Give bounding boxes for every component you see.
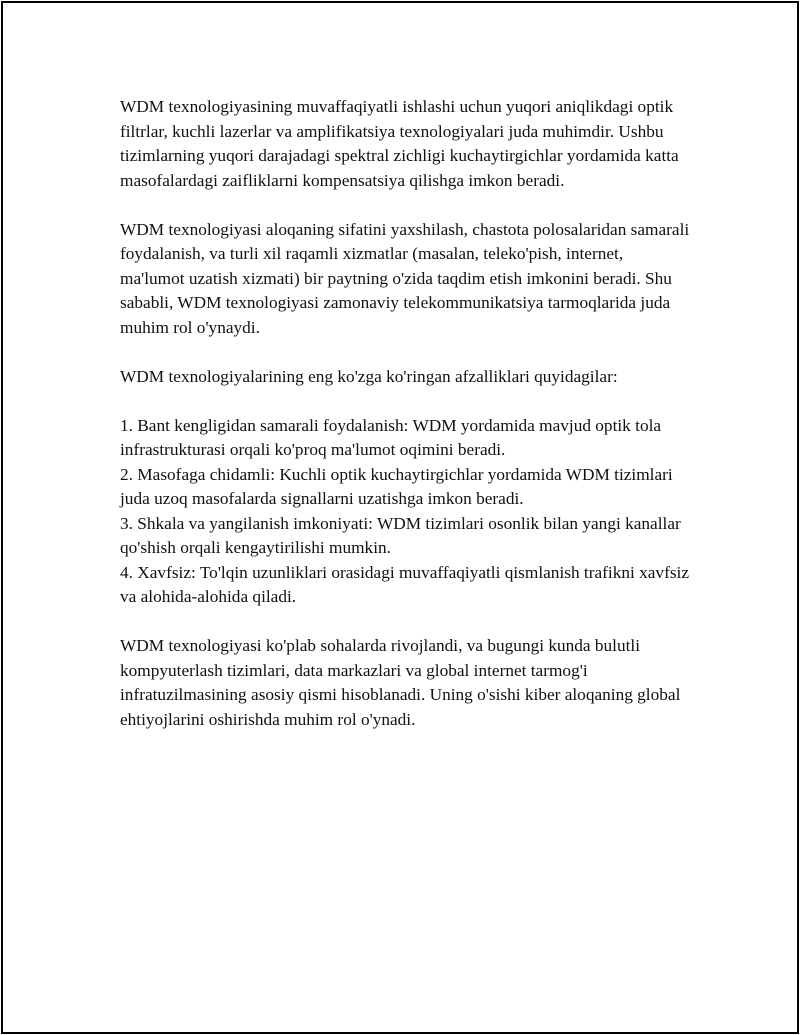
paragraph-advantages-heading: WDM texnologiyalarining eng ko'zga ko'ringan afzalliklari quyidagilar:	[120, 366, 618, 386]
document-body	[120, 95, 690, 757]
paragraph-closing: WDM texnologiyasi ko'plab sohalarda rivojlandi, va bugungi kunda bulutli kompyuterlash tizimlari, data markazlari va global internet tarmog'i infratuzilmasining asosiy qismi hisoblanadi. Uning o'sishi kiber aloqaning global ehtiyojlarini oshirishda muhim rol o'ynadi.	[120, 636, 681, 729]
advantages-list	[120, 414, 690, 610]
list-item: 2. Masofaga chidamli: Kuchli optik kuchaytirgichlar yordamida WDM tizimlari juda uzoq masofalarda signallarni uzatishga imkon beradi.	[120, 464, 673, 508]
paragraph-benefits: WDM texnologiyasi aloqaning sifatini yaxshilash, chastota polosalaridan samarali foydalanish, va turli xil raqamli xizmatlar (masalan, teleko'pish, internet, ma'lumot uzatish xizmati) bir paytning o'zida taqdim etish imkonini beradi. Shu sababli, WDM texnologiyasi zamonaviy telekommunikatsiya tarmoqlarida juda muhim rol o'ynaydi.	[120, 219, 690, 337]
list-item: 4. Xavfsiz: To'lqin uzunliklari orasidagi muvaffaqiyatli qismlanish trafikni xavfsiz va alohida-alohida qiladi.	[120, 562, 690, 606]
list-item: 1. Bant kengligidan samarali foydalanish: WDM yordamida mavjud optik tola infrastrukturasi orqali ko'proq ma'lumot oqimini beradi.	[120, 415, 662, 459]
list-item: 3. Shkala va yangilanish imkoniyati: WDM tizimlari osonlik bilan yangi kanallar qo'shish orqali kengaytirilishi mumkin.	[120, 513, 681, 557]
document-page	[1, 1, 799, 1034]
paragraph-intro: WDM texnologiyasining muvaffaqiyatli ishlashi uchun yuqori aniqlikdagi optik filtrlar, kuchli lazerlar va amplifikatsiya texnologiyalari juda muhimdir. Ushbu tizimlarning yuqori darajadagi spektral zichligi kuchaytirgichlar yordamida katta masofalardagi zaifliklarni kompensatsiya qilishga imkon beradi.	[120, 97, 679, 190]
